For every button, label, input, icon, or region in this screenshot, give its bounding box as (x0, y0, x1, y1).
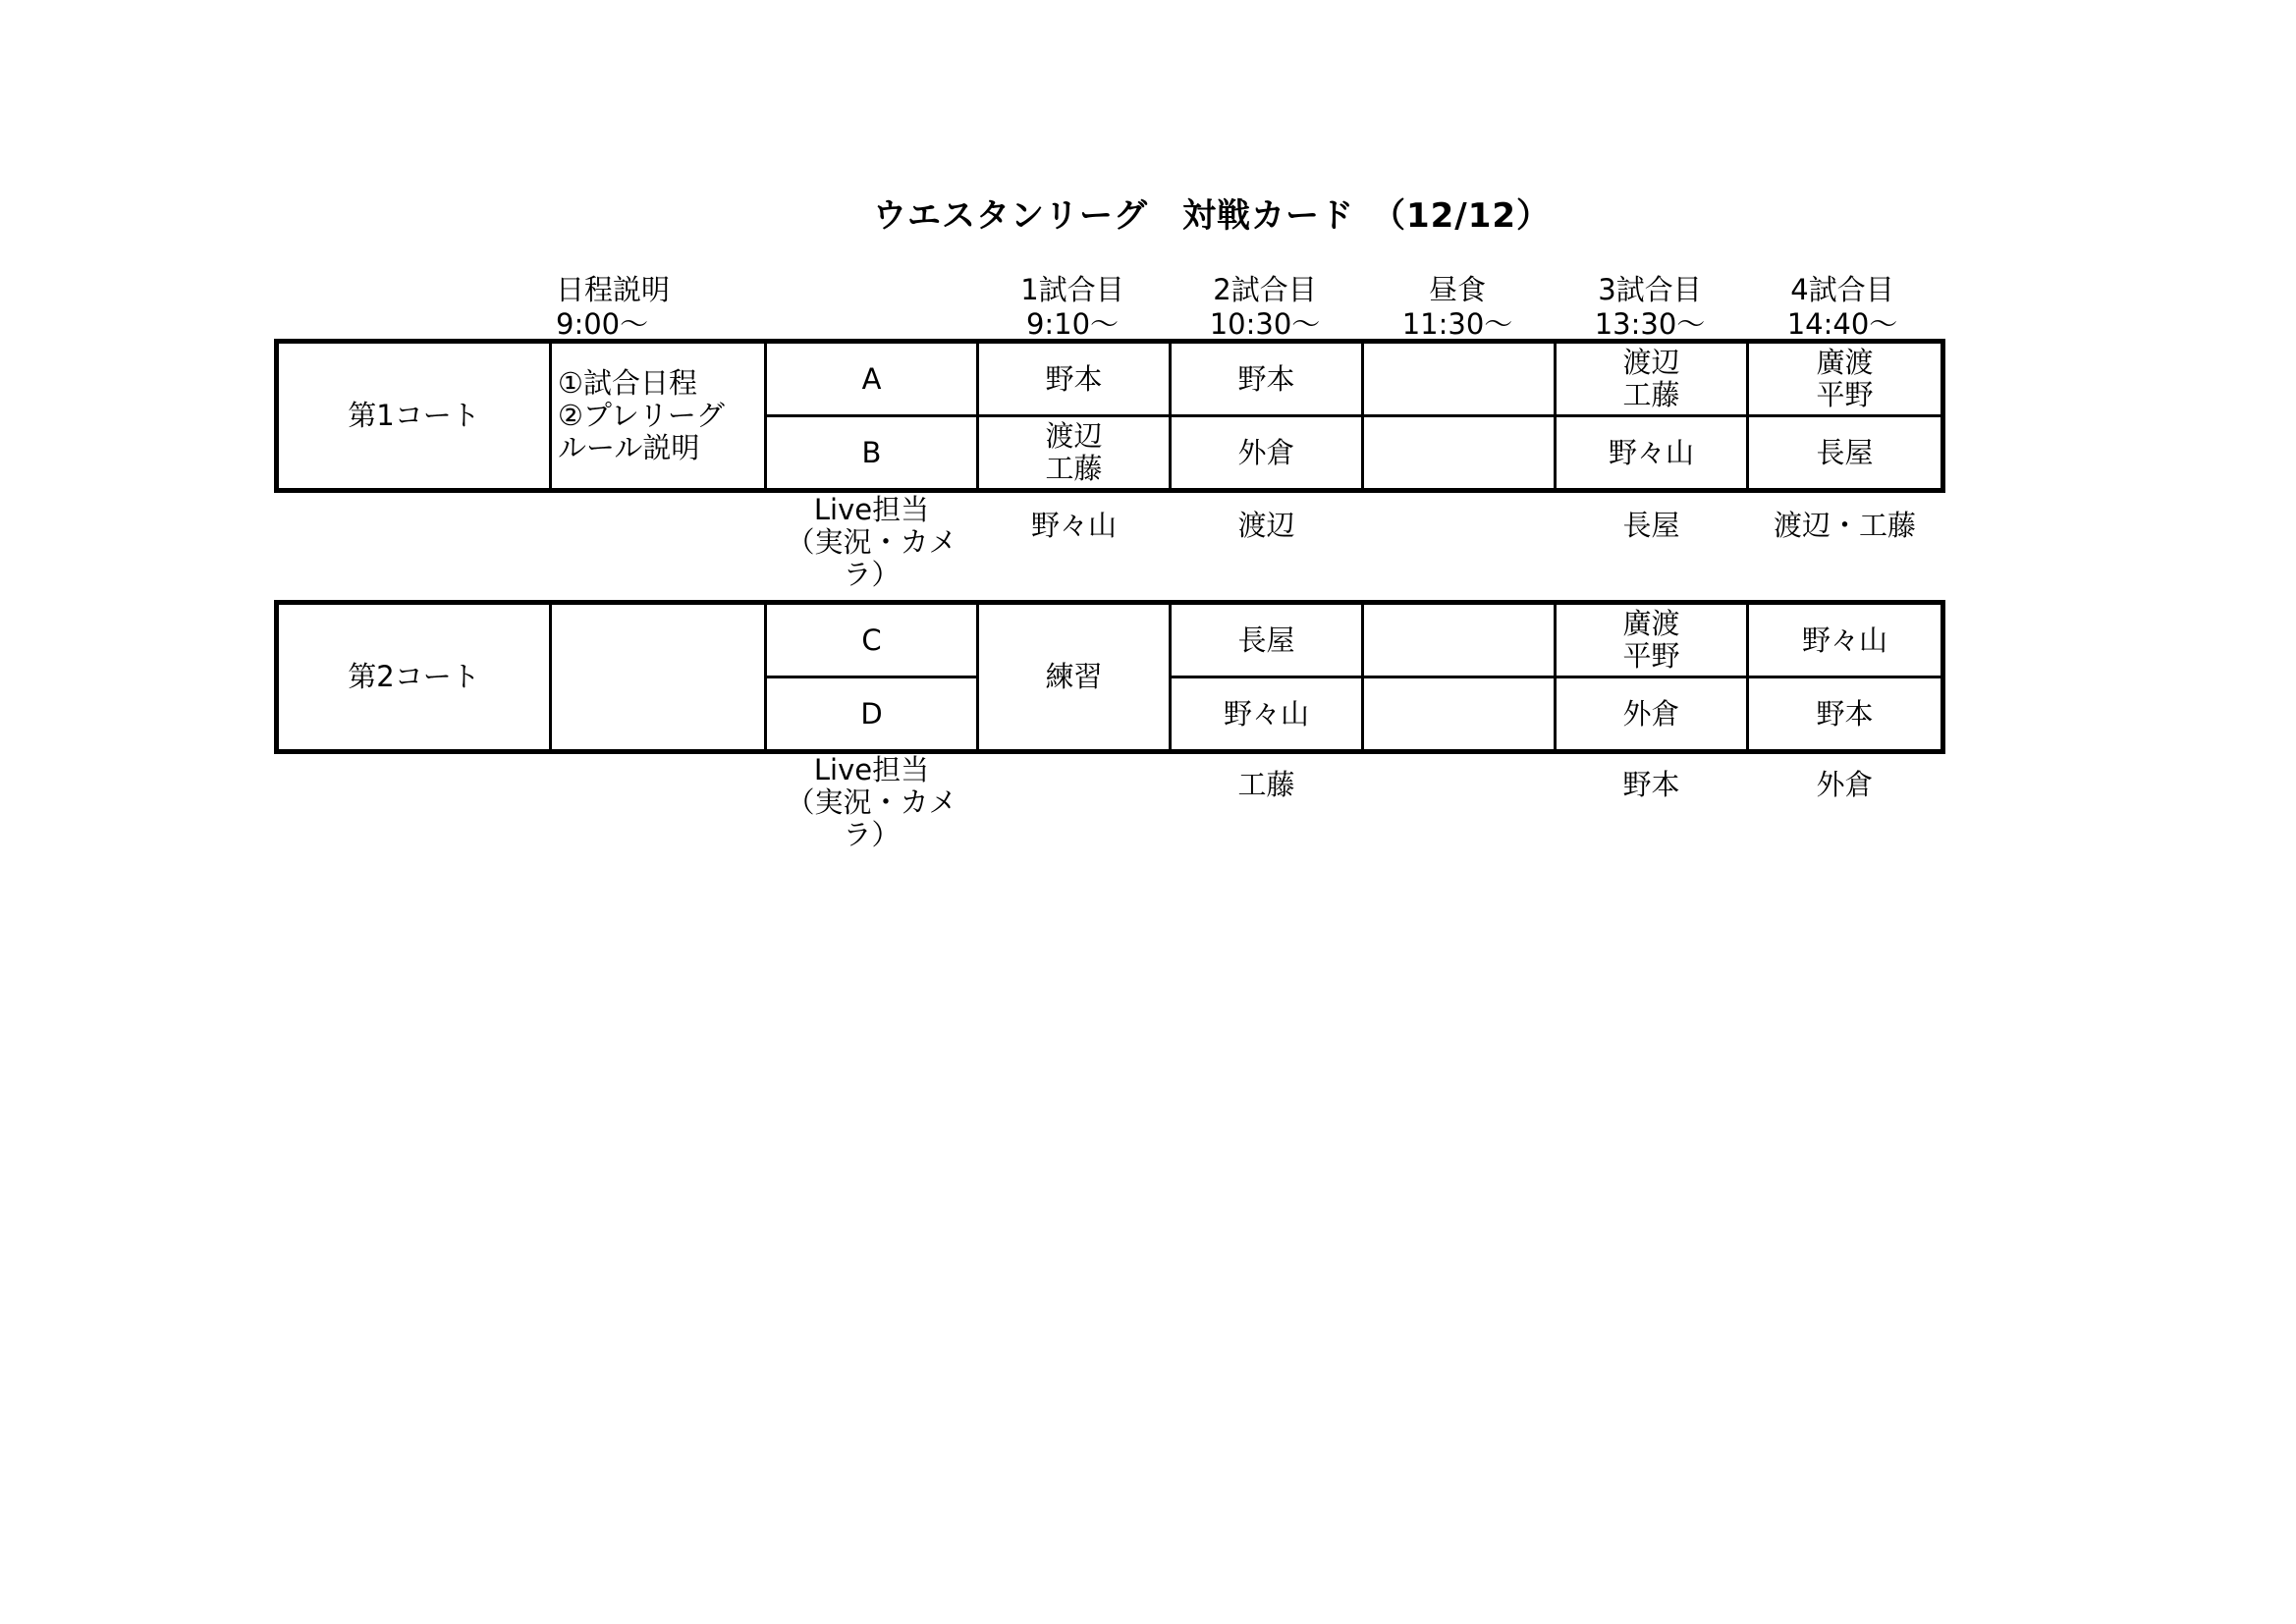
header-schedule-time: 9:00〜 (556, 307, 649, 341)
court1-row-a-label: A (861, 361, 882, 396)
court1-live-game2: 渡辺 (1237, 509, 1295, 542)
court2-live-game4: 外倉 (1816, 768, 1874, 801)
court2-row-d-lunch (1364, 678, 1554, 749)
court1-row-b-game4: 長屋 (1816, 435, 1874, 469)
court1-row-b-game2: 外倉 (1237, 435, 1295, 469)
court2-row-c-lunch (1364, 605, 1554, 676)
header-game4 (1746, 273, 1939, 342)
header-game3 (1554, 273, 1746, 342)
court1-row-b-label: B (861, 435, 882, 469)
court1-row-a-game2: 野本 (1237, 361, 1295, 396)
header-game1-label: 1試合目 (1020, 273, 1124, 306)
court2-row-c-label: C (861, 623, 882, 657)
page-title: ウエスタンリーグ 対戦カード （12/12） (872, 196, 1552, 236)
court1-row-b-game3: 野々山 (1608, 435, 1694, 469)
court2-row-d-game2: 野々山 (1223, 696, 1309, 731)
court2-row-c-game2: 長屋 (1237, 623, 1295, 657)
header-game1 (976, 273, 1169, 342)
court2-row-d-game4: 野本 (1816, 696, 1874, 731)
court1-row-a-game3: 渡辺 工藤 (1622, 346, 1680, 411)
header-game2-label: 2試合目 (1213, 273, 1317, 306)
header-game4-label: 4試合目 (1790, 273, 1894, 306)
court1-name: 第1コート (348, 399, 480, 432)
court2-row-c-game4: 野々山 (1801, 623, 1887, 657)
court2-explanation (552, 605, 764, 749)
court2-row-d-label: D (860, 696, 883, 731)
court2-name: 第2コート (348, 660, 480, 693)
court1-live-game1: 野々山 (1030, 509, 1117, 542)
court1-row-a-game1: 野本 (1045, 361, 1103, 396)
court2-live-game3: 野本 (1622, 768, 1680, 801)
court1-row-a-game4: 廣渡 平野 (1816, 346, 1874, 411)
court1-row-a-lunch (1364, 344, 1554, 414)
header-game3-time: 13:30〜 (1594, 307, 1706, 341)
court1-live-game4: 渡辺・工藤 (1773, 509, 1916, 542)
court2-row-c-game3: 廣渡 平野 (1622, 607, 1680, 673)
header-game2-time: 10:30〜 (1209, 307, 1321, 341)
court1-live-label: Live担当 （実況・カメラ） (786, 493, 957, 591)
court1-row-b-game1: 渡辺 工藤 (1045, 419, 1103, 485)
header-lunch-label: 昼食 (1428, 273, 1486, 306)
header-lunch-time: 11:30〜 (1401, 307, 1513, 341)
court1-live-game3: 長屋 (1622, 509, 1680, 542)
court2-game1-practice: 練習 (1045, 660, 1103, 693)
header-game2 (1169, 273, 1361, 342)
court2-live-game2: 工藤 (1237, 768, 1295, 801)
court1-row-b-lunch (1364, 417, 1554, 488)
header-game1-time: 9:10〜 (1025, 307, 1120, 341)
header-schedule-label: 日程説明 (556, 273, 671, 306)
court2-live-label: Live担当 （実況・カメラ） (786, 753, 957, 851)
court2-row-d-game3: 外倉 (1622, 696, 1680, 731)
header-schedule (556, 273, 670, 342)
court1-explanation: ①試合日程 ②プレリーグ ルール説明 (558, 366, 725, 464)
header-lunch (1361, 273, 1554, 342)
header-game3-label: 3試合目 (1598, 273, 1702, 306)
header-game4-time: 14:40〜 (1786, 307, 1898, 341)
